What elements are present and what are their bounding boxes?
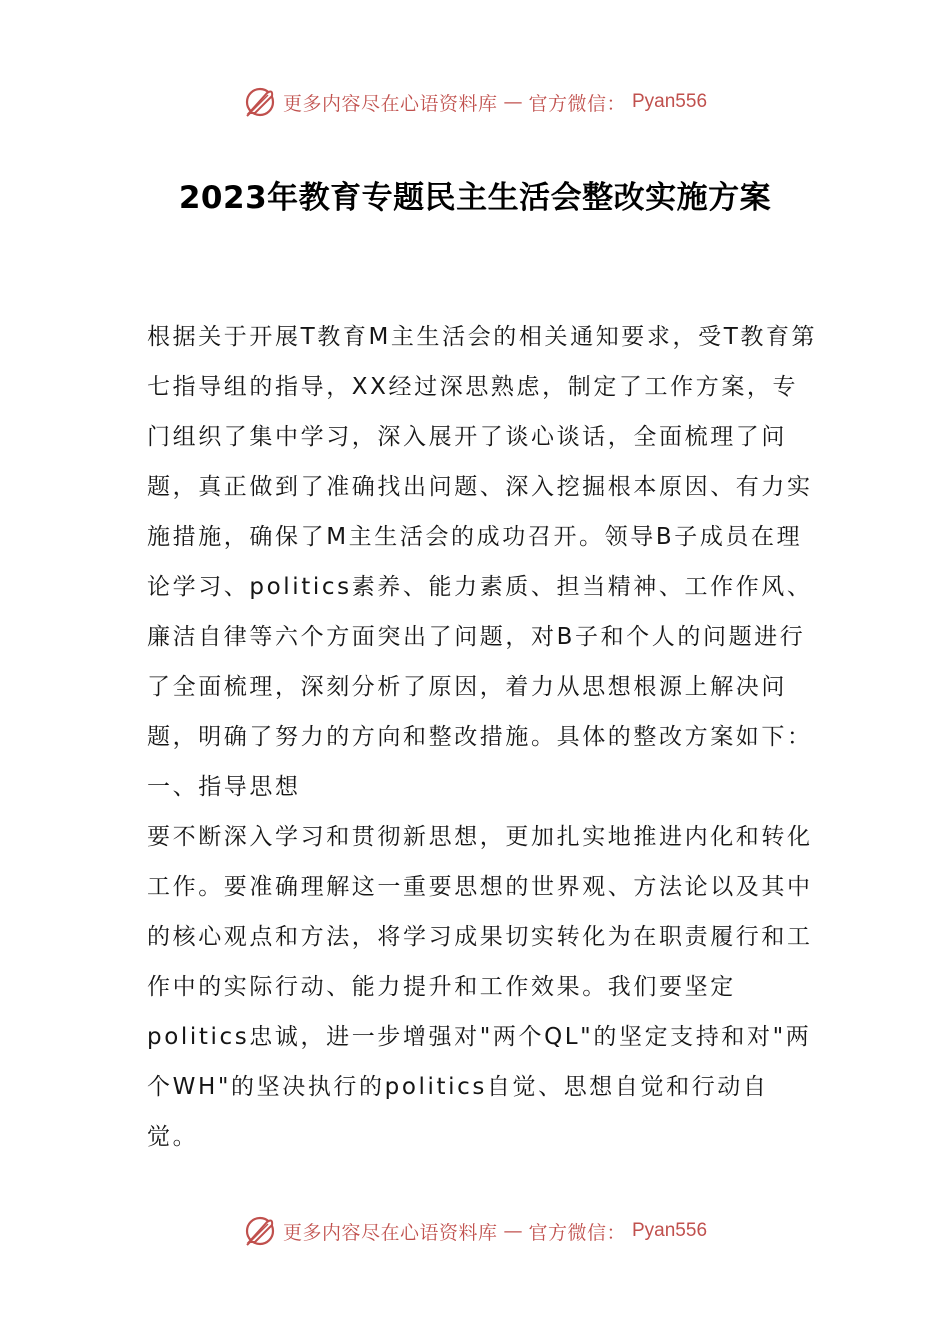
watermark-label: 官方微信：	[528, 1221, 626, 1244]
watermark-text: 更多内容尽在心语资料库	[282, 92, 498, 115]
watermark-separator: —	[503, 91, 523, 113]
watermark-separator: —	[503, 1220, 523, 1242]
watermark-handle: Pyan556	[632, 91, 708, 112]
document-title: 2023年教育专题民主生活会整改实施方案	[178, 180, 772, 216]
watermark-handle: Pyan556	[632, 1220, 708, 1241]
section-heading: 一、指导思想	[147, 774, 301, 800]
quill-pen-logo-icon	[243, 85, 277, 119]
watermark-label: 官方微信：	[528, 92, 626, 115]
document-body	[147, 312, 819, 1162]
watermark-text: 更多内容尽在心语资料库	[282, 1221, 498, 1244]
quill-pen-logo-icon	[243, 1214, 277, 1248]
intro-paragraph: 根据关于开展T教育M主生活会的相关通知要求，受T教育第七指导组的指导，XX经过深思熟虑，制定了工作方案，专门组织了集中学习，深入展开了谈心谈话，全面梳理了问题，真正做到了准确找出问题、深入挖掘根本原因、有力实施措施，确保了M主生活会的成功召开。领导B子成员在理论学习、politics素养、能力素质、担当精神、工作作风、廉洁自律等六个方面突出了问题，对B子和个人的问题进行了全面梳理，深刻分析了原因，着力从思想根源上解决问题，明确了努力的方向和整改措施。具体的整改方案如下：	[147, 324, 818, 750]
guiding-thought-paragraph: 要不断深入学习和贯彻新思想，更加扎实地推进内化和转化工作。要准确理解这一重要思想的世界观、方法论以及其中的核心观点和方法，将学习成果切实转化为在职责履行和工作中的实际行动、能力提升和工作效果。我们要坚定politics忠诚，进一步增强对"两个QL"的坚定支持和对"两个WH"的坚决执行的politics自觉、思想自觉和行动自觉。	[147, 824, 813, 1150]
footer-watermark	[0, 1211, 950, 1251]
header-watermark	[0, 82, 950, 122]
